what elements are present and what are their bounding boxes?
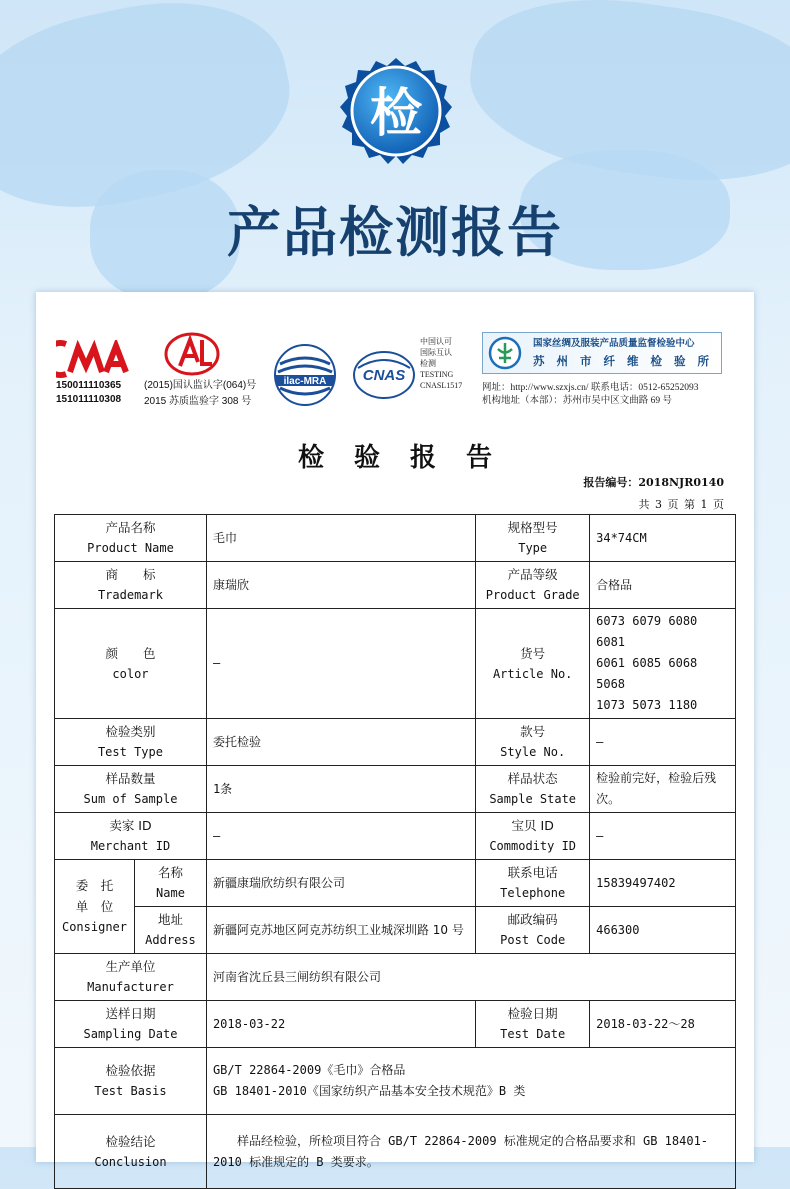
cnas-logo-icon [352, 350, 416, 400]
commodity-id-value: — [590, 813, 736, 860]
label-zh: 送样日期 [105, 1006, 156, 1021]
label-en: Test Type [97, 745, 163, 759]
trademark-label [55, 562, 207, 609]
table-row [55, 1048, 736, 1115]
cnas-logo-text: CNAS [362, 367, 406, 384]
cal-text: (2015)国认监认字(064)号 [144, 380, 257, 391]
grade-label [476, 562, 590, 609]
label-en: Commodity ID [489, 839, 577, 853]
consigner-name-value: 新疆康瑞欣纺织有限公司 [206, 860, 475, 907]
table-row [55, 813, 736, 860]
label-en: Sum of Sample [83, 792, 178, 806]
inspection-center-address: 机构地址（本部）：苏州市吴中区文曲路 69 号 [482, 396, 673, 406]
inspection-center-logo-icon [487, 336, 523, 370]
ilac-mark [272, 342, 338, 412]
label-en: Post Code [500, 933, 566, 947]
label-en: Conclusion [94, 1154, 167, 1169]
label-zh: 产品等级 [507, 567, 558, 582]
label-zh: 款号 [520, 724, 546, 739]
sample-state-label [476, 766, 590, 813]
certification-logos [36, 292, 754, 422]
report-table [54, 514, 736, 1189]
color-value: — [206, 609, 475, 719]
cal-text: 2015 苏质监验字 308 号 [144, 396, 252, 407]
label-zh: 样品状态 [507, 771, 558, 786]
post-code-label [476, 907, 590, 954]
article-no-line: 6061 6085 6068 5068 [596, 656, 698, 691]
label-zh: 生产单位 [105, 959, 156, 974]
inspection-center-header [482, 332, 722, 374]
post-code-value: 466300 [590, 907, 736, 954]
consigner-address-label [134, 907, 206, 954]
conclusion-value: 样品经检验，所检项目符合 GB/T 22864-2009 标准规定的合格品要求和 GB 18401-2010 标准规定的 B 类要求。 [206, 1115, 735, 1189]
cnas-mark [352, 350, 416, 404]
sum-sample-label [55, 766, 207, 813]
label-zh: 检验依据 [105, 1063, 156, 1078]
sampling-date-label [55, 1001, 207, 1048]
table-row [55, 860, 736, 907]
cma-mark [56, 340, 132, 406]
inspection-center-name: 国家丝绸及服装产品质量监督检验中心 [533, 338, 695, 349]
table-row [55, 766, 736, 813]
label-en: Product Name [87, 541, 174, 555]
report-paper [36, 292, 754, 1169]
label-en: Consigner [61, 920, 127, 934]
table-row [55, 719, 736, 766]
type-label [476, 515, 590, 562]
test-basis-value [206, 1048, 735, 1115]
article-no-value [590, 609, 736, 719]
header-banner [0, 0, 790, 300]
product-name-value: 毛巾 [206, 515, 475, 562]
label-zh: 检验类别 [105, 724, 156, 739]
label-zh: 规格型号 [507, 520, 558, 535]
cnas-side-text [420, 336, 480, 391]
article-no-label [476, 609, 590, 719]
table-row [55, 907, 736, 954]
cal-logo-icon [164, 332, 220, 376]
consigner-label [55, 860, 135, 954]
product-name-label [55, 515, 207, 562]
merchant-id-value: — [206, 813, 475, 860]
inspection-center-name-secondary: 苏 州 市 纤 维 检 验 所 [533, 354, 714, 368]
table-row [55, 1115, 736, 1189]
inspection-center [482, 332, 722, 408]
label-en: Sample State [489, 792, 577, 806]
table-row [55, 1001, 736, 1048]
report-number: 报告编号：2018NJR0140 [583, 476, 724, 489]
article-no-line: 6073 6079 6080 6081 [596, 614, 698, 649]
label-zh: 产品名称 [105, 520, 156, 535]
sample-state-value: 检验前完好，检验后残次。 [590, 766, 736, 813]
label-zh: 地址 [157, 912, 183, 927]
test-basis-line: GB 18401-2010《国家纺织产品基本安全技术规范》B 类 [212, 1084, 526, 1098]
document-title: 检验报告 [297, 443, 522, 473]
label-zh: 样品数量 [105, 771, 156, 786]
cma-number: 150011110365 [56, 380, 122, 391]
page-count: 共 3 页 第 1 页 [638, 498, 724, 511]
label-en: Telephone [500, 886, 566, 900]
label-zh: 检验日期 [507, 1006, 558, 1021]
table-row [55, 954, 736, 1001]
cnas-side-line: TESTING [420, 370, 454, 379]
cnas-side-line: CNASL1517 [420, 381, 463, 390]
cal-mark [144, 332, 256, 408]
manufacturer-value: 河南省沈丘县三闸纺织有限公司 [206, 954, 735, 1001]
table-row [55, 515, 736, 562]
seal-character: 检 [369, 84, 422, 144]
merchant-id-label [55, 813, 207, 860]
test-type-value: 委托检验 [206, 719, 475, 766]
sum-sample-value: 1条 [206, 766, 475, 813]
article-no-line: 1073 5073 1180 [596, 698, 698, 712]
label-zh: 名称 [157, 865, 183, 880]
label-en: color [112, 666, 149, 681]
style-no-value: — [590, 719, 736, 766]
style-no-label [476, 719, 590, 766]
telephone-label [476, 860, 590, 907]
test-type-label [55, 719, 207, 766]
label-en: Name [156, 886, 185, 900]
ilac-logo-text: ilac-MRA [283, 376, 327, 387]
manufacturer-label [55, 954, 207, 1001]
label-zh: 宝贝 ID [511, 818, 554, 833]
cma-logo-icon [56, 340, 132, 378]
cnas-side-line: 中国认可 [420, 337, 452, 346]
label-zh: 委 托 [75, 878, 114, 893]
label-en: Trademark [97, 588, 163, 602]
inspection-center-contact: 网址：http://www.szxjs.cn/ 联系电话：0512-65252093 [482, 383, 699, 393]
label-en: Test Basis [94, 1084, 167, 1098]
label-en: Product Grade [485, 588, 580, 602]
ilac-logo-icon [272, 342, 338, 408]
label-en: Style No. [500, 745, 566, 759]
label-zh: 商 标 [105, 567, 156, 582]
label-en: Type [518, 541, 548, 555]
commodity-id-label [476, 813, 590, 860]
label-zh: 卖家 ID [109, 818, 152, 833]
label-en: Merchant ID [90, 839, 171, 853]
type-value: 34*74CM [590, 515, 736, 562]
grade-value: 合格品 [590, 562, 736, 609]
label-en: Sampling Date [83, 1027, 178, 1041]
cnas-side-line: 国际互认 [420, 348, 452, 357]
test-basis-line: GB/T 22864-2009《毛巾》合格品 [212, 1063, 406, 1077]
table-row [55, 609, 736, 719]
test-date-label [476, 1001, 590, 1048]
table-row [55, 562, 736, 609]
cnas-side-line: 检测 [420, 359, 436, 368]
label-en: Address [145, 933, 196, 947]
trademark-value: 康瑞欣 [206, 562, 475, 609]
label-en: Test Date [500, 1027, 566, 1041]
label-zh: 货号 [520, 645, 546, 661]
cma-number: 151011110308 [56, 394, 122, 405]
label-zh: 联系电话 [507, 865, 558, 880]
label-zh: 邮政编码 [507, 912, 558, 927]
consigner-address-value: 新疆阿克苏地区阿克苏纺织工业城深圳路 10 号 [206, 907, 475, 954]
sampling-date-value: 2018-03-22 [206, 1001, 475, 1048]
banner-title: 产品检测报告 [227, 201, 563, 264]
color-label [55, 609, 207, 719]
telephone-value: 15839497402 [590, 860, 736, 907]
label-zh: 检验结论 [105, 1133, 156, 1149]
label-en: Manufacturer [87, 980, 174, 994]
consigner-name-label [134, 860, 206, 907]
test-date-value: 2018-03-22～28 [590, 1001, 736, 1048]
test-basis-label [55, 1048, 207, 1115]
seal-badge [336, 54, 456, 174]
label-en: Article No. [492, 666, 573, 681]
label-zh: 颜 色 [105, 645, 156, 661]
label-zh: 单 位 [75, 899, 114, 914]
conclusion-label [55, 1115, 207, 1189]
